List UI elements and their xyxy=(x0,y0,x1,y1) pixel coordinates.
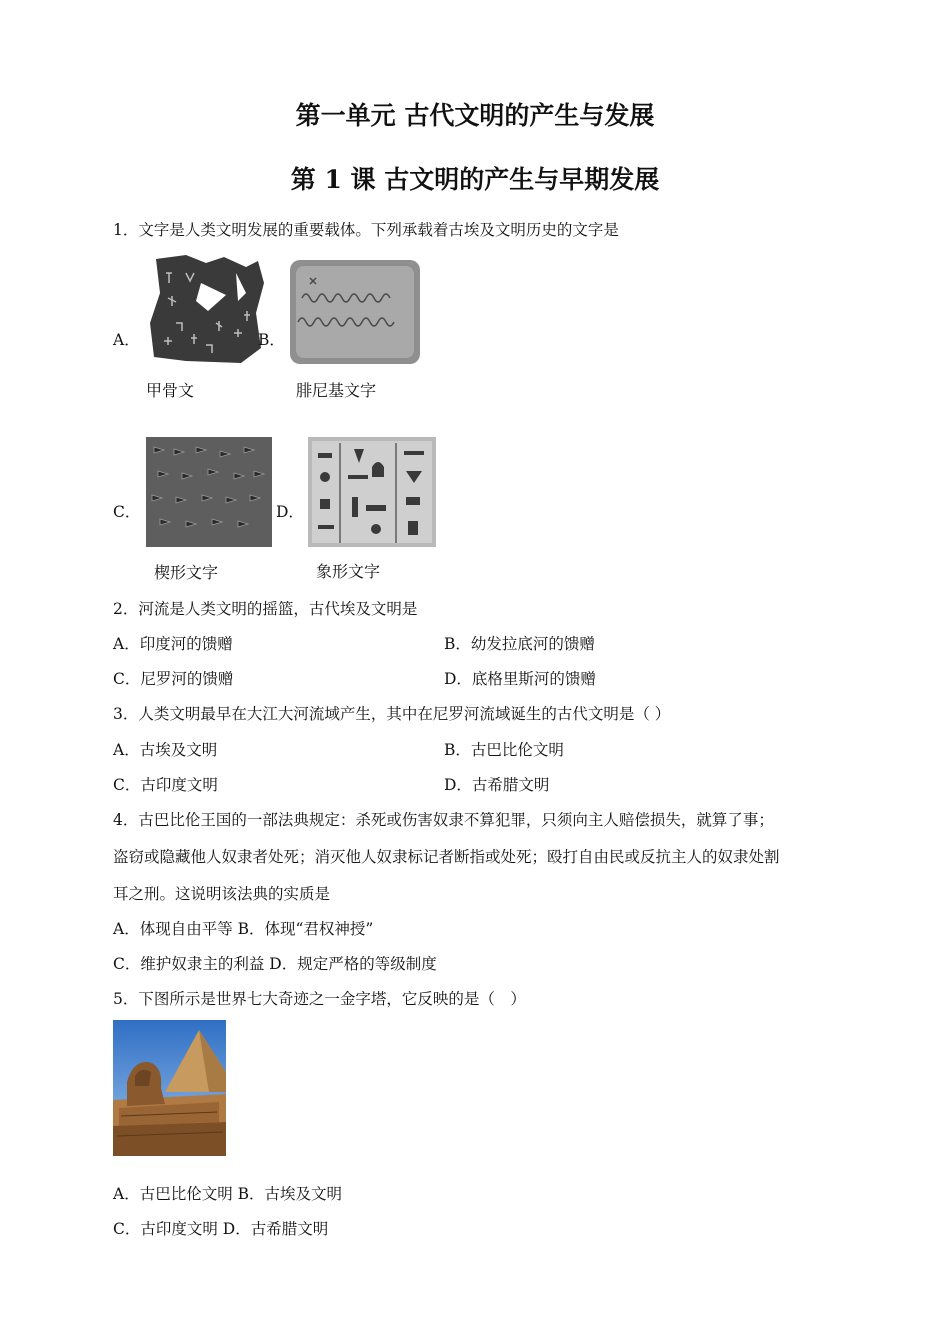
q1-caption-d: 象形文字 xyxy=(316,562,381,581)
q4-line-1: 4．古巴比伦王国的一部法典规定：杀死或伤害奴隶不算犯罪，只须向主人赔偿损失，就算了事； xyxy=(113,811,774,829)
cuneiform-script-image xyxy=(146,437,272,547)
q4-options-line-1: A．体现自由平等 B．体现“君权神授” xyxy=(113,920,374,938)
q1-option-b-letter: B． xyxy=(258,331,285,349)
q2-option-c: C．尼罗河的馈赠 xyxy=(113,670,234,688)
q2-option-d: D．底格里斯河的馈赠 xyxy=(444,670,596,688)
q1-caption-b: 腓尼基文字 xyxy=(296,381,377,400)
q3-option-b: B．古巴比伦文明 xyxy=(444,741,564,759)
q4-options-line-2: C．维护奴隶主的利益 D．规定严格的等级制度 xyxy=(113,955,437,973)
q5-options-line-1: A．古巴比伦文明 B．古埃及文明 xyxy=(113,1185,343,1203)
q4-line-3: 耳之刑。这说明该法典的实质是 xyxy=(113,885,331,903)
q1-option-a-letter: A． xyxy=(113,331,140,349)
q3-option-c: C．古印度文明 xyxy=(113,776,218,794)
q4-line-2: 盗窃或隐藏他人奴隶者处死；消灭他人奴隶标记者断指或处死；殴打自由民或反抗主人的奴隶处割 xyxy=(113,848,780,866)
hieroglyph-script-image xyxy=(308,437,436,547)
q3-stem: 3．人类文明最早在大江大河流域产生，其中在尼罗河流域诞生的古代文明是（ ） xyxy=(113,705,671,723)
q2-option-b: B．幼发拉底河的馈赠 xyxy=(444,635,595,653)
q1-caption-a: 甲骨文 xyxy=(146,381,195,400)
q5-stem: 5．下图所示是世界七大奇迹之一金字塔，它反映的是（ ） xyxy=(113,990,526,1008)
q3-option-d: D．古希腊文明 xyxy=(444,776,550,794)
lesson-title: 第 1 课 古文明的产生与早期发展 xyxy=(290,165,660,194)
q1-option-d-letter: D． xyxy=(276,503,304,521)
q2-stem: 2．河流是人类文明的摇篮，古代埃及文明是 xyxy=(113,600,418,618)
q5-options-line-2: C．古印度文明 D．古希腊文明 xyxy=(113,1220,329,1238)
q1-caption-c: 楔形文字 xyxy=(154,563,219,582)
q2-option-a: A．印度河的馈赠 xyxy=(113,635,233,653)
q1-option-c-letter: C． xyxy=(113,503,141,521)
q3-option-a: A．古埃及文明 xyxy=(113,741,218,759)
oracle-bone-script-image xyxy=(146,253,268,365)
pyramid-sphinx-image xyxy=(113,1020,226,1156)
q1-stem: 1．文字是人类文明发展的重要载体。下列承载着古埃及文明历史的文字是 xyxy=(113,221,619,239)
phoenician-script-image xyxy=(288,258,422,366)
unit-title: 第一单元 古代文明的产生与发展 xyxy=(295,101,655,130)
